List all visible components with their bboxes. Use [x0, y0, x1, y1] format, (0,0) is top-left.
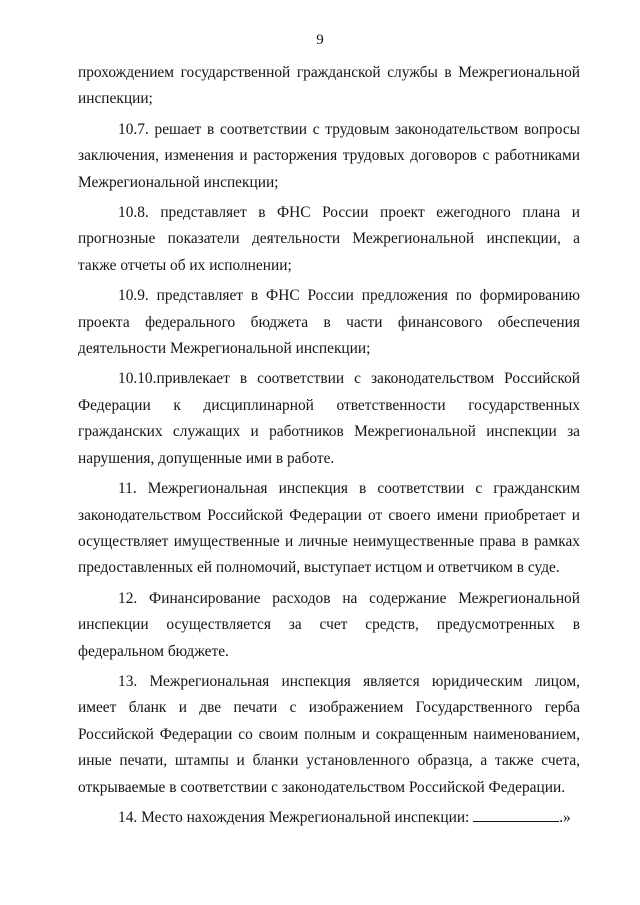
paragraph-13: 13. Межрегиональная инспекция является юридическим лицом, имеет бланк и две печати с изображением Государственного герба Российской Федерации со своим полным и сокращенным наименованием, иные печати, штампы и бланки установленного образца, а также счета, открываемые в соответствии с законодательством Российской Федерации.: [78, 672, 580, 796]
paragraph-10-7: 10.7. решает в соответствии с трудовым законодательством вопросы заключения, изменения и расторжения трудовых договоров с работниками Межрегиональной инспекции;: [78, 120, 580, 191]
paragraph-10-8: 10.8. представляет в ФНС России проект ежегодного плана и прогнозные показатели деятельности Межрегиональной инспекции, а также отчеты об их исполнении;: [78, 204, 580, 274]
paragraph-14: [78, 805, 580, 831]
paragraph-11: 11. Межрегиональная инспекция в соответствии с гражданским законодательством Российской Федерации от своего имени приобретает и осуществляет имущественные и личные неимущественные права в рамках предоставленных ей полномочий, выступает истцом и ответчиком в суде.: [78, 480, 580, 577]
paragraph-10-9: 10.9. представляет в ФНС России предложения по формированию проекта федерального бюджета в части финансового обеспечения деятельности Межрегиональной инспекции;: [78, 287, 580, 358]
page-number: 9: [316, 32, 324, 48]
paragraph-10-10: 10.10.привлекает в соответствии с законодательством Российской Федерации к дисциплинарной ответственности государственных гражданских служащих и работников Межрегиональной инспекции за нарушения, допущенные ими в работе.: [78, 370, 580, 467]
paragraph-14-text: 14. Место нахождения Межрегиональной инспекции:: [118, 808, 474, 826]
paragraph-14-closing: .»: [559, 808, 571, 826]
paragraph-12: 12. Финансирование расходов на содержание Межрегиональной инспекции осуществляется за счет средств, предусмотренных в федеральном бюджете.: [78, 589, 580, 660]
location-blank-line: [473, 807, 559, 822]
paragraph-continuation: прохождением государственной гражданской службы в Межрегиональной инспекции;: [78, 64, 580, 108]
document-body: [78, 60, 580, 831]
